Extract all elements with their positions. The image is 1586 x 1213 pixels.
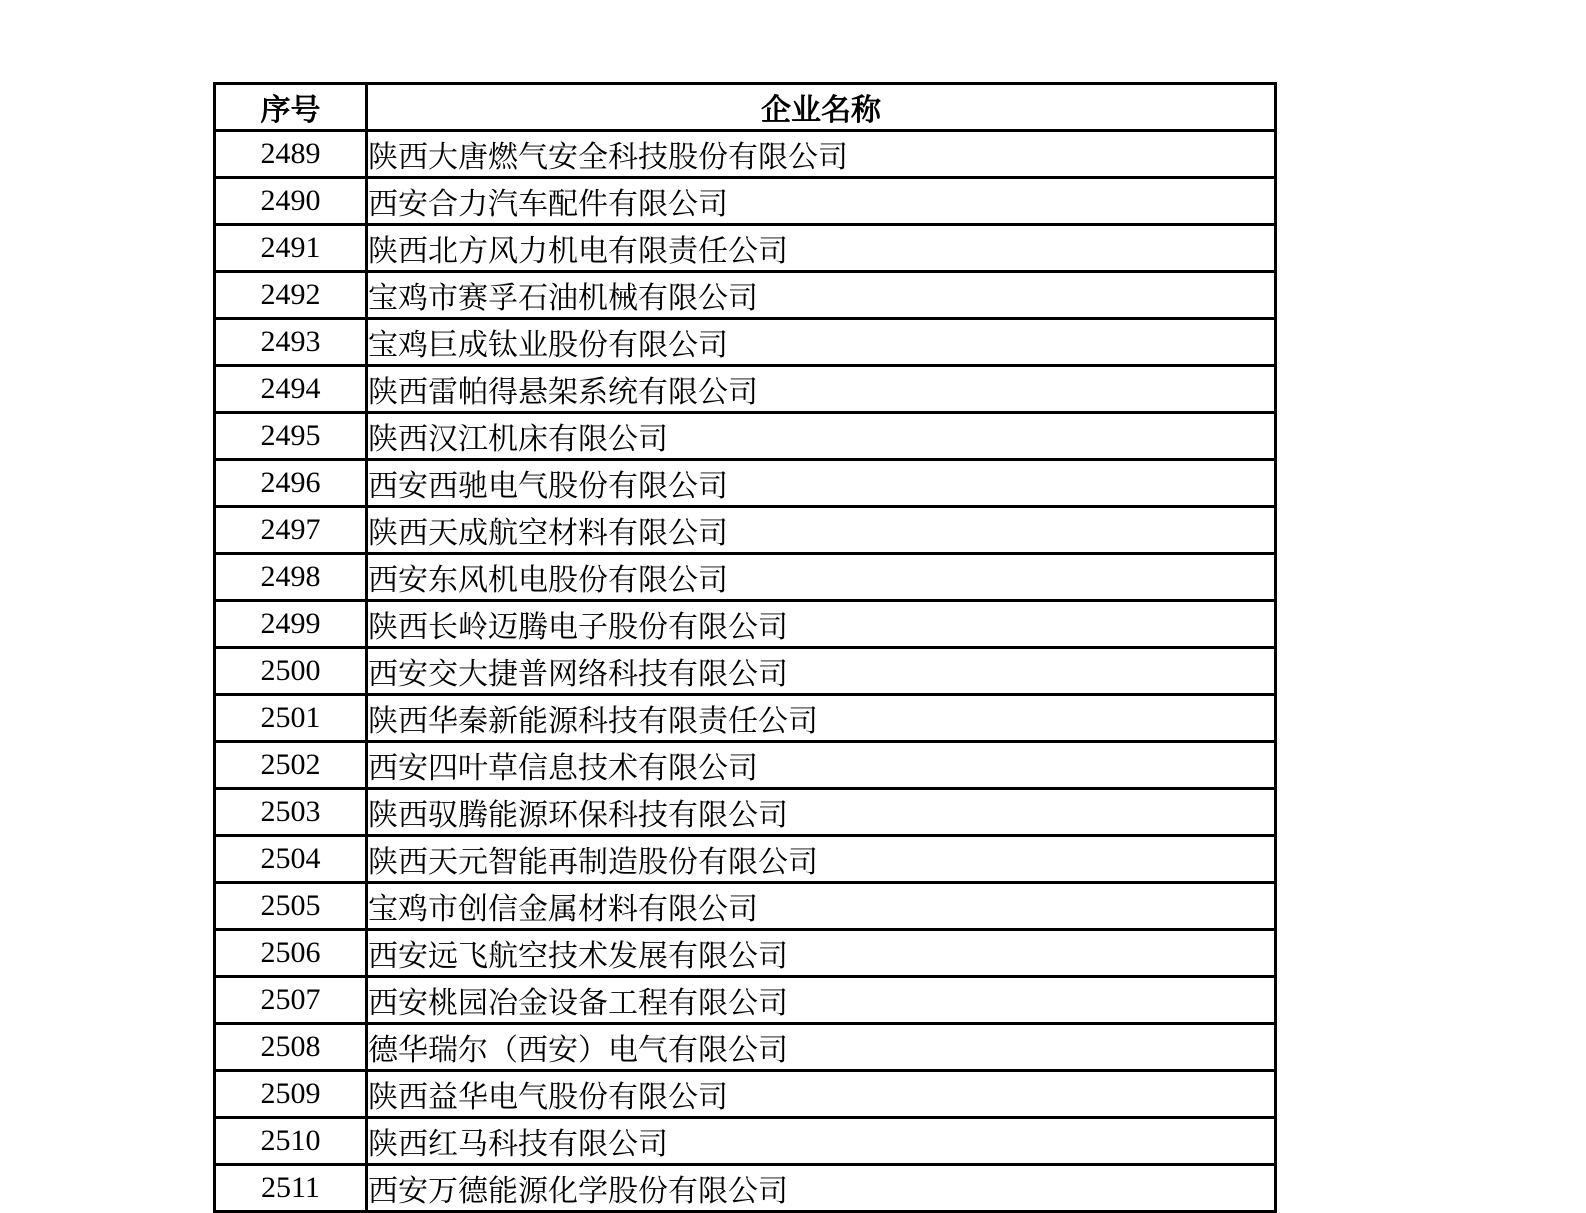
header-cell-index: 序号	[215, 84, 367, 131]
table-row	[215, 131, 1276, 178]
row-enterprise-name-cell: 德华瑞尔（西安）电气有限公司	[367, 1024, 1276, 1071]
row-enterprise-name-cell: 西安东风机电股份有限公司	[367, 554, 1276, 601]
table-row	[215, 695, 1276, 742]
row-index-cell: 2492	[215, 272, 367, 319]
row-enterprise-name-cell: 宝鸡市创信金属材料有限公司	[367, 883, 1276, 930]
table-row	[215, 413, 1276, 460]
row-index-cell: 2498	[215, 554, 367, 601]
row-index-cell: 2500	[215, 648, 367, 695]
table-row	[215, 836, 1276, 883]
row-enterprise-name-cell: 西安桃园冶金设备工程有限公司	[367, 977, 1276, 1024]
row-index-cell: 2504	[215, 836, 367, 883]
row-enterprise-name-cell: 西安交大捷普网络科技有限公司	[367, 648, 1276, 695]
row-enterprise-name-cell: 陕西华秦新能源科技有限责任公司	[367, 695, 1276, 742]
table-row	[215, 648, 1276, 695]
row-enterprise-name-cell: 陕西大唐燃气安全科技股份有限公司	[367, 131, 1276, 178]
row-index-cell: 2505	[215, 883, 367, 930]
row-index-cell: 2489	[215, 131, 367, 178]
table-row	[215, 601, 1276, 648]
row-index-cell: 2493	[215, 319, 367, 366]
table-row	[215, 1118, 1276, 1165]
enterprise-table	[213, 82, 1277, 1213]
row-enterprise-name-cell: 陕西驭腾能源环保科技有限公司	[367, 789, 1276, 836]
row-index-cell: 2508	[215, 1024, 367, 1071]
table-row	[215, 930, 1276, 977]
row-index-cell: 2495	[215, 413, 367, 460]
row-enterprise-name-cell: 西安合力汽车配件有限公司	[367, 178, 1276, 225]
row-index-cell: 2494	[215, 366, 367, 413]
table-row	[215, 742, 1276, 789]
table-row	[215, 883, 1276, 930]
row-enterprise-name-cell: 西安万德能源化学股份有限公司	[367, 1165, 1276, 1212]
table-row	[215, 178, 1276, 225]
table-row	[215, 1165, 1276, 1212]
row-enterprise-name-cell: 宝鸡巨成钛业股份有限公司	[367, 319, 1276, 366]
row-index-cell: 2509	[215, 1071, 367, 1118]
row-enterprise-name-cell: 西安西驰电气股份有限公司	[367, 460, 1276, 507]
row-index-cell: 2496	[215, 460, 367, 507]
row-index-cell: 2499	[215, 601, 367, 648]
row-enterprise-name-cell: 西安远飞航空技术发展有限公司	[367, 930, 1276, 977]
table-row	[215, 460, 1276, 507]
row-index-cell: 2502	[215, 742, 367, 789]
table-row	[215, 507, 1276, 554]
row-index-cell: 2507	[215, 977, 367, 1024]
table-row	[215, 319, 1276, 366]
table-header-row	[215, 84, 1276, 131]
row-enterprise-name-cell: 西安四叶草信息技术有限公司	[367, 742, 1276, 789]
row-index-cell: 2503	[215, 789, 367, 836]
row-enterprise-name-cell: 陕西长岭迈腾电子股份有限公司	[367, 601, 1276, 648]
row-index-cell: 2491	[215, 225, 367, 272]
table-row	[215, 554, 1276, 601]
row-index-cell: 2511	[215, 1165, 367, 1212]
row-enterprise-name-cell: 陕西益华电气股份有限公司	[367, 1071, 1276, 1118]
table-row	[215, 789, 1276, 836]
row-enterprise-name-cell: 陕西北方风力机电有限责任公司	[367, 225, 1276, 272]
row-enterprise-name-cell: 陕西天成航空材料有限公司	[367, 507, 1276, 554]
row-index-cell: 2510	[215, 1118, 367, 1165]
row-enterprise-name-cell: 宝鸡市赛孚石油机械有限公司	[367, 272, 1276, 319]
row-enterprise-name-cell: 陕西汉江机床有限公司	[367, 413, 1276, 460]
header-cell-enterprise-name: 企业名称	[367, 84, 1276, 131]
row-index-cell: 2490	[215, 178, 367, 225]
row-enterprise-name-cell: 陕西天元智能再制造股份有限公司	[367, 836, 1276, 883]
row-index-cell: 2497	[215, 507, 367, 554]
table-row	[215, 225, 1276, 272]
row-index-cell: 2506	[215, 930, 367, 977]
table-row	[215, 272, 1276, 319]
table-row	[215, 366, 1276, 413]
table-row	[215, 977, 1276, 1024]
row-enterprise-name-cell: 陕西红马科技有限公司	[367, 1118, 1276, 1165]
row-index-cell: 2501	[215, 695, 367, 742]
table-row	[215, 1071, 1276, 1118]
table-row	[215, 1024, 1276, 1071]
row-enterprise-name-cell: 陕西雷帕得悬架系统有限公司	[367, 366, 1276, 413]
